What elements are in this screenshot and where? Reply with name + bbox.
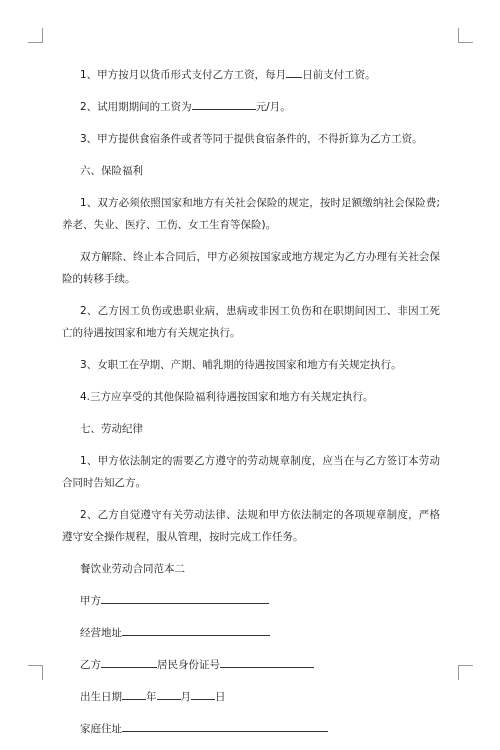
blank-party-a xyxy=(101,591,269,604)
heading-labor-discipline: 七、劳动纪律 xyxy=(80,423,143,435)
paragraph-social-insurance: 1、双方必须依照国家和地方有关社会保险的规定，按时足额缴纳社会保险费;养老、失业、医疗、工伤、女工生育等保险)。 xyxy=(62,197,440,231)
blank-pay-day xyxy=(286,65,302,78)
blank-birth-month xyxy=(157,687,181,700)
contract-template-title: 餐饮业劳动合同范本二 xyxy=(80,563,185,575)
blank-birth-year xyxy=(122,687,146,700)
document-body xyxy=(62,64,440,750)
blank-birth-day xyxy=(191,687,215,700)
blank-probation-salary xyxy=(192,97,256,110)
paragraph-rules-compliance: 2、乙方自觉遵守有关劳动法律、法规和甲方依法制定的各项规章制度，严格遵守安全操作规程，服从管理，按时完成工作任务。 xyxy=(62,509,440,543)
paragraph-salary-payment: 1、甲方按月以货币形式支付乙方工资，每月 日前支付工资。 xyxy=(62,64,440,86)
field-birth-date: 出生日期 年 月 日 xyxy=(62,686,440,708)
paragraph-work-injury: 2、乙方因工负伤或患职业病，患病或非因工负伤和在职期间因工、非因工死亡的待遇按国家和地方有关规定执行。 xyxy=(62,305,440,339)
field-party-a: 甲方 xyxy=(62,590,440,612)
field-home-address: 家庭住址 xyxy=(62,718,440,740)
blank-business-address xyxy=(122,623,270,636)
blank-home-address xyxy=(122,719,328,732)
heading-insurance-benefits: 六、保险福利 xyxy=(80,165,143,177)
paragraph-probation-salary: 2、试用期期间的工资为 元/月。 xyxy=(62,96,440,118)
blank-id-number xyxy=(220,655,314,668)
paragraph-rules-notice: 1、甲方依法制定的需要乙方遵守的劳动规章制度，应当在与乙方签订本劳动合同时告知乙方。 xyxy=(62,455,440,489)
paragraph-female-workers: 3、女职工在孕期、产期、哺乳期的待遇按国家和地方有关规定执行。 xyxy=(80,359,402,371)
blank-party-b xyxy=(101,655,157,668)
crop-mark-bottom-right xyxy=(458,665,473,680)
crop-mark-top-right xyxy=(458,28,473,43)
paragraph-board-lodging: 3、甲方提供食宿条件或者等同于提供食宿条件的，不得折算为乙方工资。 xyxy=(80,133,423,145)
crop-mark-top-left xyxy=(28,28,43,43)
paragraph-other-benefits: 4.三方应享受的其他保险福利待遇按国家和地方有关规定执行。 xyxy=(80,391,374,403)
field-business-address: 经营地址 xyxy=(62,622,440,644)
crop-mark-bottom-left xyxy=(28,665,43,680)
field-party-b: 乙方 居民身份证号 xyxy=(62,654,440,676)
paragraph-insurance-transfer: 双方解除、终止本合同后，甲方必须按国家或地方规定为乙方办理有关社会保险的转移手续。 xyxy=(62,251,440,285)
